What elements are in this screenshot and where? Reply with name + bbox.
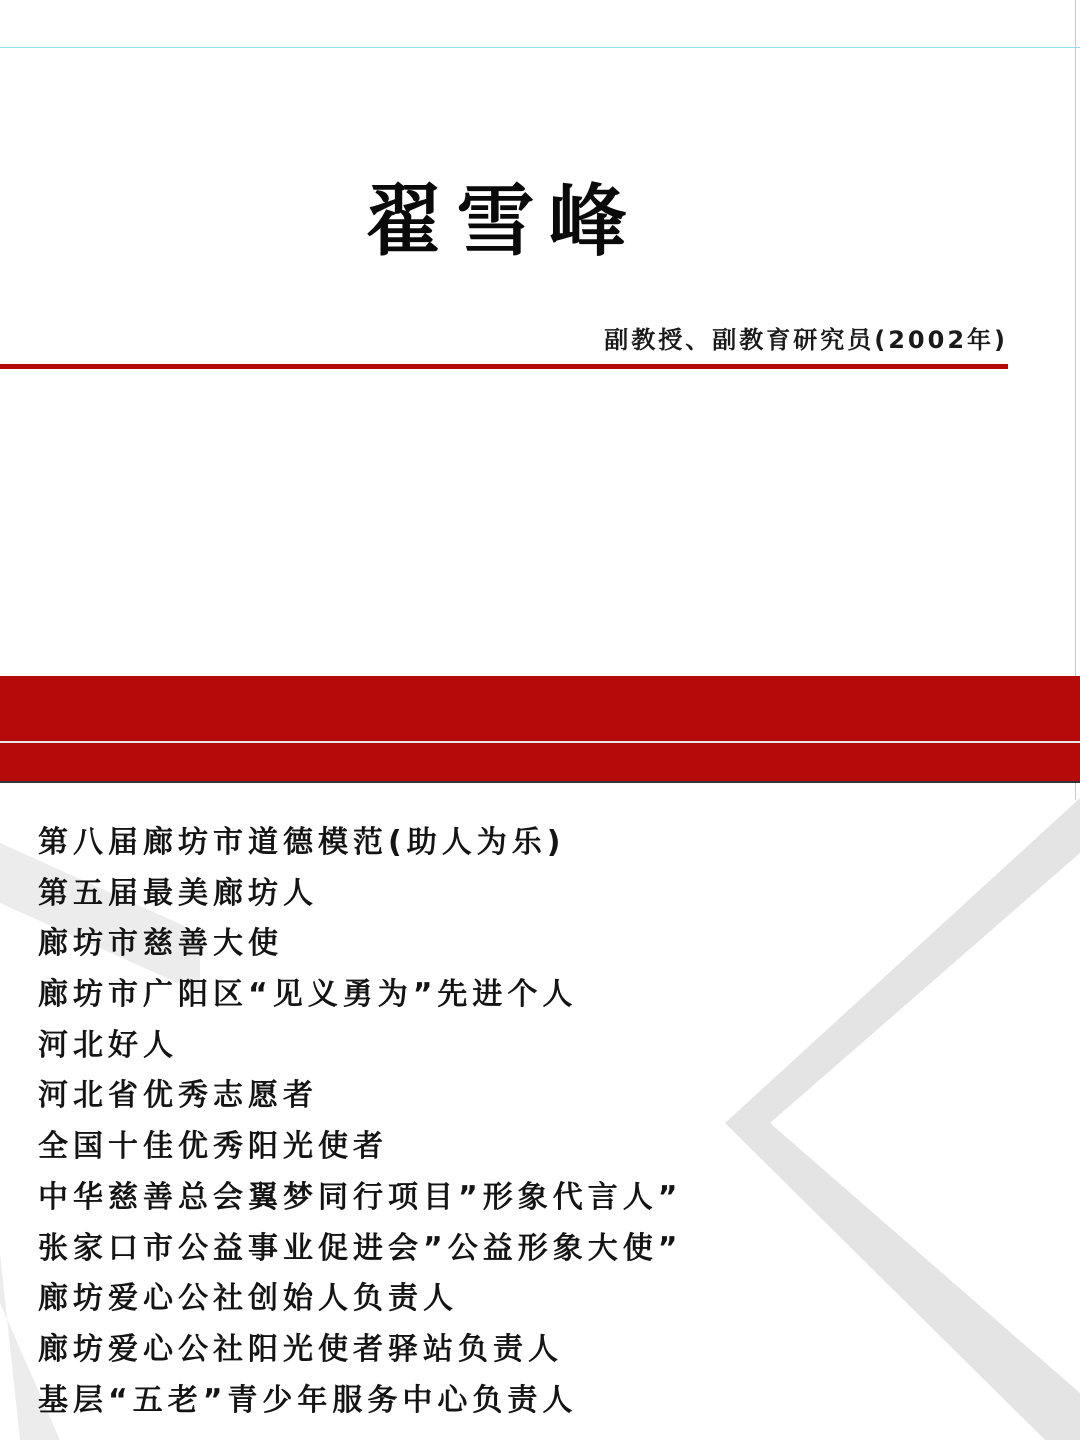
person-subtitle: 副教授、副教育研究员(2002年) xyxy=(604,326,1008,354)
honor-item: 第八届廊坊市道德模范(助人为乐) xyxy=(38,825,566,860)
guide-line-top xyxy=(0,47,1080,48)
title-divider xyxy=(0,364,1008,369)
honor-item: 河北省优秀志愿者 xyxy=(38,1078,318,1114)
honor-item: 河北好人 xyxy=(38,1027,178,1063)
banner-inner-line xyxy=(0,741,1080,743)
honor-item: 第五届最美廊坊人 xyxy=(38,875,318,911)
red-banner xyxy=(0,676,1080,782)
honor-item: 廊坊市广阳区“见义勇为”先进个人 xyxy=(38,977,578,1013)
honor-item: 中华慈善总会翼梦同行项目”形象代言人” xyxy=(38,1179,683,1215)
honor-item: 廊坊市慈善大使 xyxy=(38,926,283,962)
honor-item: 基层“五老”青少年服务中心负责人 xyxy=(38,1382,578,1418)
honor-item: 全国十佳优秀阳光使者 xyxy=(38,1129,388,1165)
honor-item: 廊坊爱心公社创始人负责人 xyxy=(38,1281,458,1317)
chevron-shape-right xyxy=(725,798,1080,1440)
honors-list xyxy=(38,818,682,1426)
honor-item: 张家口市公益事业促进会”公益形象大使” xyxy=(38,1230,683,1266)
person-name-title: 翟雪峰 xyxy=(364,177,641,267)
honor-item: 廊坊爱心公社阳光使者驿站负责人 xyxy=(38,1331,563,1367)
